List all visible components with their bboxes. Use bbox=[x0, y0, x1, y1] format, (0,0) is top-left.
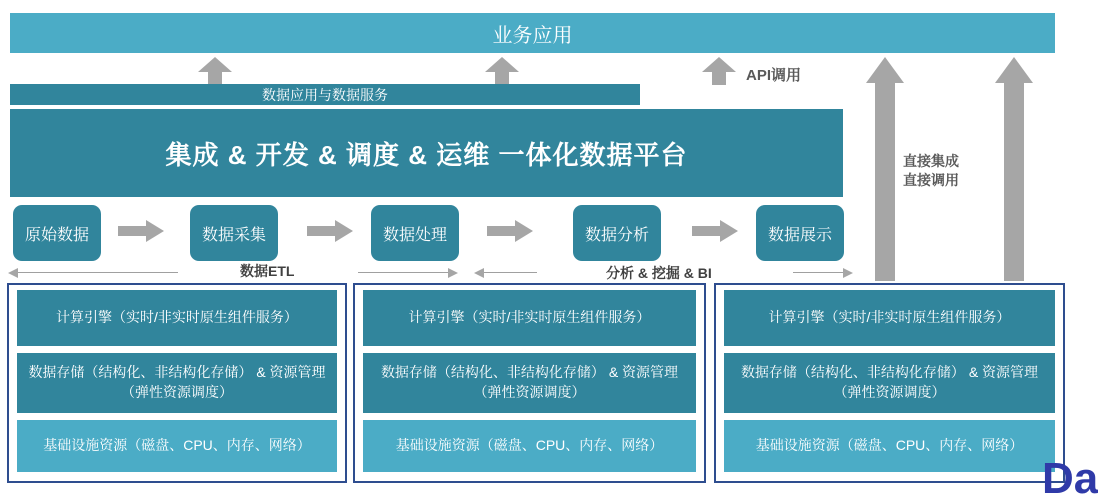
arrow-shaft bbox=[712, 72, 726, 85]
up-arrow-icon bbox=[198, 57, 232, 85]
compute-engine-box: 计算引擎（实时/非实时原生组件服务） bbox=[724, 290, 1055, 346]
stack-column-2 bbox=[353, 283, 706, 483]
right-arrow-icon bbox=[487, 220, 533, 242]
left-arrowhead-icon bbox=[8, 268, 18, 278]
step-data-collect bbox=[190, 205, 278, 261]
api-call-label: API调用 bbox=[746, 67, 802, 84]
arrow-head bbox=[702, 57, 736, 72]
range-line bbox=[484, 272, 537, 273]
arrow-head bbox=[515, 220, 533, 242]
compute-engine-box: 计算引擎（实时/非实时原生组件服务） bbox=[17, 290, 337, 346]
up-arrow-icon bbox=[702, 57, 736, 85]
watermark-logo: Da bbox=[1042, 454, 1098, 503]
right-arrow-icon bbox=[307, 220, 353, 242]
arrow-head bbox=[866, 57, 904, 83]
arrow-head bbox=[485, 57, 519, 72]
step-data-process bbox=[371, 205, 459, 261]
arrow-shaft bbox=[1004, 83, 1024, 281]
stack-column-1 bbox=[7, 283, 347, 483]
arrow-shaft bbox=[487, 226, 515, 236]
tall-up-arrow-icon bbox=[995, 57, 1033, 281]
storage-resource-box: 数据存储（结构化、非结构化存储） & 资源管理（弹性资源调度） bbox=[17, 353, 337, 413]
step-label: 原始数据 bbox=[24, 226, 89, 244]
data-app-service-label: 数据应用与数据服务 bbox=[262, 86, 388, 103]
step-label: 数据分析 bbox=[584, 226, 649, 244]
arrow-shaft bbox=[118, 226, 146, 236]
arrow-head bbox=[335, 220, 353, 242]
bi-range-label: 分析 & 挖掘 & BI bbox=[606, 265, 712, 281]
step-data-analyze bbox=[573, 205, 661, 261]
direct-line2: 直接调用 bbox=[903, 171, 959, 188]
arrow-shaft bbox=[307, 226, 335, 236]
arrow-head bbox=[995, 57, 1033, 83]
arrow-shaft bbox=[875, 83, 895, 281]
arrow-shaft bbox=[692, 226, 720, 236]
storage-resource-box: 数据存储（结构化、非结构化存储） & 资源管理（弹性资源调度） bbox=[724, 353, 1055, 413]
right-arrow-icon bbox=[692, 220, 738, 242]
infrastructure-box: 基础设施资源（磁盘、CPU、内存、网络） bbox=[363, 420, 696, 472]
etl-range-label: 数据ETL bbox=[240, 263, 295, 279]
arrow-head bbox=[720, 220, 738, 242]
stack-column-3 bbox=[714, 283, 1065, 483]
left-arrowhead-icon bbox=[474, 268, 484, 278]
infrastructure-box: 基础设施资源（磁盘、CPU、内存、网络） bbox=[724, 420, 1055, 472]
platform-title: 集成 & 开发 & 调度 & 运维 一体化数据平台 bbox=[165, 139, 688, 170]
right-arrow-icon bbox=[118, 220, 164, 242]
step-label: 数据展示 bbox=[767, 226, 832, 244]
business-apps-bar bbox=[10, 13, 1055, 53]
step-label: 数据处理 bbox=[382, 226, 447, 244]
step-data-display bbox=[756, 205, 844, 261]
direct-call-label bbox=[903, 152, 959, 190]
infrastructure-box: 基础设施资源（磁盘、CPU、内存、网络） bbox=[17, 420, 337, 472]
direct-line1: 直接集成 bbox=[903, 153, 959, 169]
up-arrow-icon bbox=[485, 57, 519, 85]
data-app-service-bar bbox=[10, 84, 640, 105]
step-label: 数据采集 bbox=[201, 226, 266, 244]
business-apps-label: 业务应用 bbox=[492, 24, 573, 47]
tall-up-arrow-icon bbox=[866, 57, 904, 281]
range-line bbox=[793, 272, 843, 273]
arrow-head bbox=[146, 220, 164, 242]
step-raw-data bbox=[13, 205, 101, 261]
right-arrowhead-icon bbox=[843, 268, 853, 278]
arrow-head bbox=[198, 57, 232, 72]
compute-engine-box: 计算引擎（实时/非实时原生组件服务） bbox=[363, 290, 696, 346]
range-line bbox=[358, 272, 448, 273]
storage-resource-box: 数据存储（结构化、非结构化存储） & 资源管理（弹性资源调度） bbox=[363, 353, 696, 413]
range-line bbox=[18, 272, 178, 273]
platform-box bbox=[10, 109, 843, 197]
right-arrowhead-icon bbox=[448, 268, 458, 278]
